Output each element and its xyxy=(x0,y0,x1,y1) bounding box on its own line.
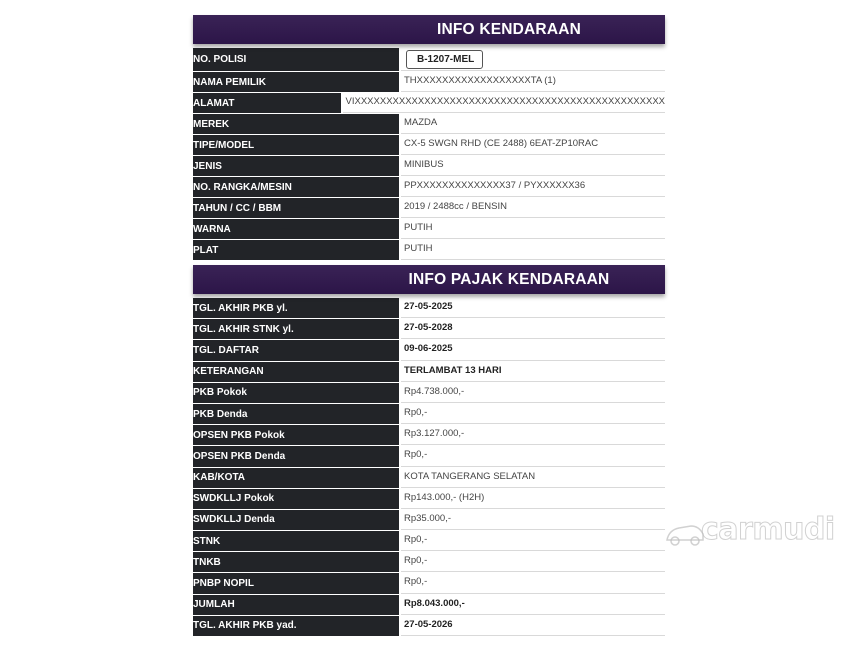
carmudi-watermark xyxy=(665,512,845,562)
tax-info-value: 27-05-2025 xyxy=(401,298,665,318)
tax-info-label: PNBP NOPIL xyxy=(193,573,401,593)
vehicle-info-label: WARNA xyxy=(193,219,401,239)
tax-info-value: 27-05-2028 xyxy=(401,319,665,339)
vehicle-info-value: MINIBUS xyxy=(401,156,665,176)
tax-info-value: KOTA TANGERANG SELATAN xyxy=(401,468,665,488)
tax-info-label: JUMLAH xyxy=(193,595,401,615)
plate-value-cell xyxy=(401,48,665,71)
tax-info-value: Rp3.127.000,- xyxy=(401,425,665,445)
tax-info-label: PKB Pokok xyxy=(193,383,401,403)
tax-info-row xyxy=(193,468,665,489)
tax-info-row xyxy=(193,595,665,616)
tax-info-row xyxy=(193,531,665,552)
tax-info-label: OPSEN PKB Denda xyxy=(193,446,401,466)
vehicle-info-row xyxy=(193,72,665,93)
tax-info-label: TGL. AKHIR PKB yl. xyxy=(193,298,401,318)
vehicle-info-value: PUTIH xyxy=(401,240,665,260)
tax-info-label: KETERANGAN xyxy=(193,362,401,382)
vehicle-info-row xyxy=(193,198,665,219)
vehicle-info-value: PUTIH xyxy=(401,219,665,239)
tax-info-label: PKB Denda xyxy=(193,404,401,424)
tax-info-label: TNKB xyxy=(193,552,401,572)
tax-info-value: Rp4.738.000,- xyxy=(401,383,665,403)
vehicle-info-value: PPXXXXXXXXXXXXXX37 / PYXXXXXX36 xyxy=(401,177,665,197)
watermark-brand: carmudi xyxy=(701,512,835,547)
vehicle-info-value: VIXXXXXXXXXXXXXXXXXXXXXXXXXXXXXXXXXXXXXXXXXXXXXXXXX xyxy=(343,93,665,113)
vehicle-info-panel xyxy=(193,15,665,637)
vehicle-info-header xyxy=(193,15,665,44)
tax-info-label: TGL. AKHIR PKB yad. xyxy=(193,616,401,636)
tax-info-value: Rp8.043.000,- xyxy=(401,595,665,615)
tax-info-value: Rp35.000,- xyxy=(401,510,665,530)
vehicle-info-row xyxy=(193,219,665,240)
car-outline-icon xyxy=(665,520,705,548)
tax-info-row xyxy=(193,489,665,510)
tax-info-label: KAB/KOTA xyxy=(193,468,401,488)
tax-info-value: Rp0,- xyxy=(401,531,665,551)
tax-info-label: STNK xyxy=(193,531,401,551)
vehicle-info-label: ALAMAT xyxy=(193,93,343,113)
tax-info-row xyxy=(193,319,665,340)
tax-info-value: TERLAMBAT 13 HARI xyxy=(401,362,665,382)
vehicle-info-row xyxy=(193,135,665,156)
tax-info-value: Rp0,- xyxy=(401,446,665,466)
tax-info-row xyxy=(193,446,665,467)
tax-info-row xyxy=(193,404,665,425)
vehicle-info-row xyxy=(193,177,665,198)
tax-info-title: INFO PAJAK KENDARAAN xyxy=(408,270,610,288)
tax-info-label: SWDKLLJ Denda xyxy=(193,510,401,530)
vehicle-info-label: PLAT xyxy=(193,240,401,260)
tax-info-value: 09-06-2025 xyxy=(401,340,665,360)
tax-info-row xyxy=(193,573,665,594)
vehicle-info-label: JENIS xyxy=(193,156,401,176)
tax-info-rows xyxy=(193,298,665,637)
tax-info-label: SWDKLLJ Pokok xyxy=(193,489,401,509)
tax-info-row xyxy=(193,362,665,383)
plate-label: NO. POLISI xyxy=(193,48,401,71)
tax-info-label: TGL. DAFTAR xyxy=(193,340,401,360)
vehicle-info-title: INFO KENDARAAN xyxy=(436,20,582,38)
vehicle-info-row xyxy=(193,114,665,135)
tax-info-label: TGL. AKHIR STNK yl. xyxy=(193,319,401,339)
plate-number-badge: B-1207-MEL xyxy=(406,50,483,69)
vehicle-info-value: 2019 / 2488cc / BENSIN xyxy=(401,198,665,218)
tax-info-value: Rp0,- xyxy=(401,404,665,424)
tax-info-row xyxy=(193,298,665,319)
vehicle-info-value: THXXXXXXXXXXXXXXXXXXTA (1) xyxy=(401,72,665,92)
vehicle-info-rows xyxy=(193,72,665,261)
vehicle-info-label: NAMA PEMILIK xyxy=(193,72,401,92)
tax-info-row xyxy=(193,552,665,573)
vehicle-info-label: MEREK xyxy=(193,114,401,134)
vehicle-info-label: TIPE/MODEL xyxy=(193,135,401,155)
tax-info-label: OPSEN PKB Pokok xyxy=(193,425,401,445)
tax-info-row xyxy=(193,616,665,637)
tax-info-value: Rp0,- xyxy=(401,573,665,593)
tax-info-row xyxy=(193,383,665,404)
vehicle-info-row xyxy=(193,156,665,177)
vehicle-info-row xyxy=(193,240,665,261)
tax-info-value: Rp0,- xyxy=(401,552,665,572)
vehicle-info-label: NO. RANGKA/MESIN xyxy=(193,177,401,197)
vehicle-info-value: MAZDA xyxy=(401,114,665,134)
tax-info-row xyxy=(193,425,665,446)
tax-info-value: 27-05-2026 xyxy=(401,616,665,636)
vehicle-info-label: TAHUN / CC / BBM xyxy=(193,198,401,218)
vehicle-info-row xyxy=(193,93,665,114)
tax-info-header xyxy=(193,265,665,294)
tax-info-row xyxy=(193,510,665,531)
plate-row xyxy=(193,48,665,72)
tax-info-value: Rp143.000,- (H2H) xyxy=(401,489,665,509)
tax-info-row xyxy=(193,340,665,361)
vehicle-info-value: CX-5 SWGN RHD (CE 2488) 6EAT-ZP10RAC xyxy=(401,135,665,155)
